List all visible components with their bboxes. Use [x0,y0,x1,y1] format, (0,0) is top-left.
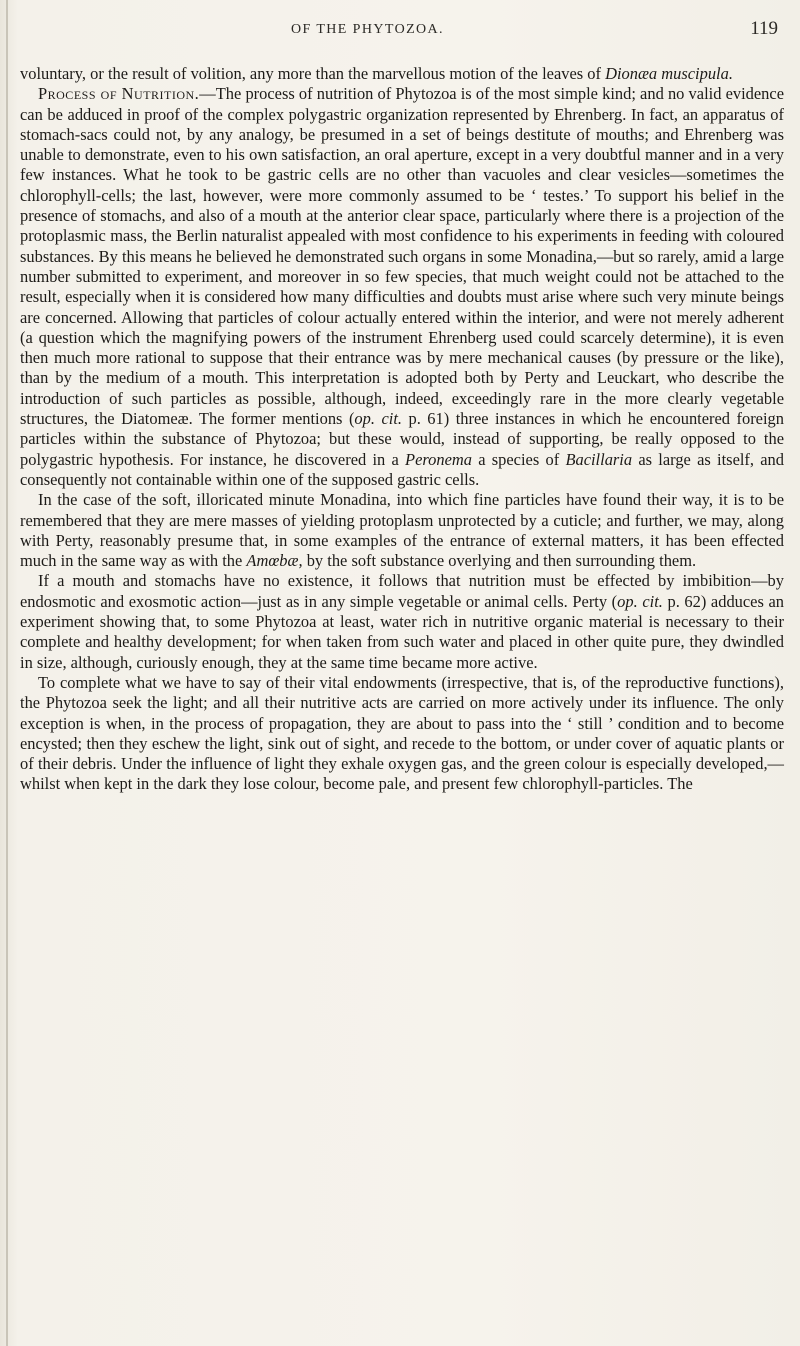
paragraph-2 [20,84,784,490]
section-heading: Process of Nutrition. [38,84,200,104]
paragraph-1-italic: Dionæa muscipula. [605,64,733,83]
paragraph-4-text-2: p. 62) adduces an experiment showing that, to some Phytozoa at least, water rich in nutritive organic material is necessary to their complete and healthy development; for when taken from such water and placed in other quite pure, they dwindled in size, although, curiously enough, they at the same time became more active. [20,591,784,672]
paragraph-3-text-2: by the soft substance overlying and then surrounding them. [302,551,697,571]
running-title: OF THE PHYTOZOA. [291,22,444,37]
running-head [0,14,800,44]
page-number: 119 [750,18,778,39]
page-gutter-edge [6,0,8,1346]
citation: op. cit. [617,591,663,611]
paragraph-4-text: If a mouth and stomachs have no existence, it follows that nutrition must be effected by imbibition—by endosmotic and exosmotic action—just as in any simple vegetable or animal cells. Perty ( [20,571,784,611]
paragraph-3-text: In the case of the soft, illoricated minute Monadina, into which fine particles have found their way, it is to be remembered that they are mere masses of yielding protoplasm unprotected by a cuticle; and further, we may, along with Perty, reasonably presume that, in some examples of the entrance of external matters, it has been effected much in the same way as with the [20,490,784,571]
italic-peronema: Peronema [405,449,472,469]
citation: op. cit. [354,409,402,429]
paragraph-1 [20,64,784,84]
paragraph-4 [20,571,784,672]
paragraph-5 [20,673,784,795]
italic-amoebae: Amœbæ, [246,551,303,571]
paragraph-1-text: voluntary, or the result of volition, any more than the marvellous motion of the leaves of [20,64,606,83]
paragraph-3 [20,490,784,571]
paragraph-2-text-4: as large as itself, and consequently not containable within one of the supposed gastric cells. [20,449,784,489]
paragraph-2-text-2: p. 61) three instances in which he encountered foreign particles within the substance of Phytozoa; but these would, instead of supporting, be really opposed to the polygastric hypothesis. For instance, he discovered in a [20,409,784,469]
paragraph-2-text: —The process of nutrition of Phytozoa is of the most simple kind; and no valid evidence can be adduced in proof of the complex polygastric organization represented by Ehrenberg. In fact, an apparatus of stomach-sacs could not, by any analogy, be presumed in a set of beings destitute of mouths; and Ehrenberg was unable to demonstrate, even to his own satisfaction, an oral aperture, except in a very doubtful manner and in a very few instances. What he took to be gastric cells are no other than vacuoles and clear vesicles—sometimes the chlorophyll-cells; the last, however, were more commonly assumed to be ‘ testes.’ To support his belief in the presence of stomachs, and also of a mouth at the anterior clear space, particularly where there is a projection of the protoplasmic mass, the Berlin naturalist appealed with most confidence to his experiments in feeding with coloured substances. By this means he believed he demonstrated such organs in some Monadina,—but so rarely, amid a large number submitted to experiment, and moreover in so few species, that much weight could not be attached to the result, especially when it is considered how many difficulties and doubts must arise where such very minute beings are concerned. Allowing that particles of colour actually entered within the interior, and were not merely adherent (a question which the magnifying powers of the instrument Ehrenberg used could scarcely determine), it is even then much more rational to suppose that their entrance was by mere mechanical causes (by pressure or the like), than by the medium of a mouth. This interpretation is adopted both by Perty and Leuckart, who describe the introduction of such particles as possible, although, indeed, exceedingly rare in the more clearly vegetable structures, the Diatomeæ. The former mentions ( [20,84,784,429]
paragraph-5-text: To complete what we have to say of their vital endowments (irrespective, that is, of the reproductive functions), the Phytozoa seek the light; and all their nutritive acts are carried on more actively under its influence. The only exception is when, in the process of propagation, they are about to pass into the ‘ still ’ condition and to become encysted; then they eschew the light, sink out of sight, and recede to the bottom, or under cover of aquatic plants or of their debris. Under the influence of light they exhale oxygen gas, and the green colour is especially developed,—whilst when kept in the dark they lose colour, become pale, and present few chlorophyll-particles. The [20,672,784,794]
italic-bacillaria: Bacillaria [565,449,633,469]
paragraph-2-text-3: a species of [471,449,566,469]
body-text [20,64,784,795]
